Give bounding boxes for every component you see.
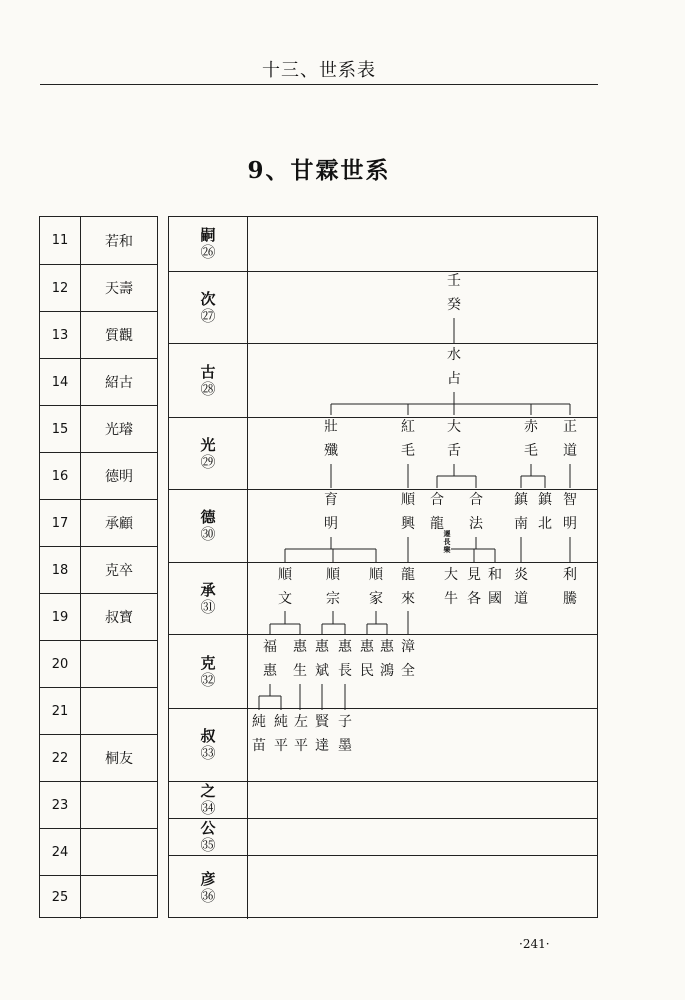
generation-name: 克卒 bbox=[80, 547, 157, 593]
person-name-char: 順 bbox=[326, 567, 340, 583]
person-name-char: 法 bbox=[469, 516, 483, 532]
generation-character: 叔 bbox=[200, 727, 216, 745]
generation-circled-number: ㉝ bbox=[200, 744, 216, 762]
generation-name: 若和 bbox=[80, 217, 157, 264]
generation-character: 嗣 bbox=[200, 226, 216, 244]
generation-circled-number: ㉜ bbox=[200, 670, 216, 689]
generation-number: 21 bbox=[51, 703, 69, 719]
generation-character: 光 bbox=[200, 435, 216, 454]
person-name-char: 赤 bbox=[524, 419, 538, 435]
generation-circled-number: ㉗ bbox=[200, 306, 216, 325]
person-name-char: 惠 bbox=[315, 639, 329, 655]
person-name-char: 子 bbox=[338, 714, 352, 730]
generation-name: 質觀 bbox=[80, 312, 157, 358]
person-name-char: 家 bbox=[369, 591, 383, 607]
person-name-char: 順 bbox=[278, 567, 292, 583]
person-name-char: 癸 bbox=[447, 297, 461, 313]
person-name-char: 大 bbox=[444, 567, 458, 583]
person-name-char: 占 bbox=[447, 371, 461, 387]
person-name-char: 壯 bbox=[324, 419, 338, 435]
generation-name: 叔寶 bbox=[80, 594, 157, 640]
person-name-char: 墨 bbox=[338, 738, 352, 754]
person-name-char: 炎 bbox=[514, 567, 528, 583]
person-name-char: 道 bbox=[514, 591, 528, 607]
running-header: 十三、世系表 bbox=[262, 60, 376, 81]
generation-character: 彦 bbox=[200, 869, 216, 888]
generation-character: 公 bbox=[200, 819, 216, 837]
person-name-char: 各 bbox=[467, 591, 481, 607]
person-name-char: 鴻 bbox=[380, 663, 394, 679]
person-name-char: 毛 bbox=[401, 443, 415, 459]
generation-circled-number: ㉙ bbox=[200, 452, 216, 471]
person-name-char: 鎮 bbox=[538, 492, 552, 508]
person-name-char: 國 bbox=[488, 591, 502, 607]
generation-character: 古 bbox=[200, 362, 216, 381]
generation-character: 次 bbox=[200, 289, 216, 308]
person-name-char: 惠 bbox=[293, 639, 307, 655]
person-name-char: 文 bbox=[278, 591, 292, 607]
person-name-char: 大 bbox=[447, 419, 461, 435]
person-name-char: 牛 bbox=[444, 591, 458, 607]
generation-number: 17 bbox=[51, 515, 69, 531]
generation-circled-number: ㉚ bbox=[200, 525, 216, 543]
person-name-char: 興 bbox=[401, 516, 415, 532]
person-name-char: 正 bbox=[563, 419, 577, 435]
person-name-char: 苗 bbox=[252, 738, 266, 754]
generation-number: 16 bbox=[51, 468, 69, 484]
person-name-char: 順 bbox=[369, 567, 383, 583]
generation-character: 德 bbox=[200, 508, 216, 526]
person-name-char: 智 bbox=[563, 492, 577, 508]
person-name-char: 和 bbox=[488, 567, 502, 583]
person-name-char: 舌 bbox=[447, 443, 461, 459]
person-name-char: 平 bbox=[294, 738, 308, 754]
person-name-char: 長 bbox=[338, 663, 352, 679]
relocation-note: 遷長樂 bbox=[443, 529, 451, 554]
person-name-char: 龍 bbox=[430, 516, 444, 532]
person-name-char: 純 bbox=[274, 714, 288, 730]
generation-name: 承顧 bbox=[80, 500, 157, 546]
generation-number: 11 bbox=[51, 233, 69, 248]
generation-circled-number: ㉘ bbox=[200, 379, 216, 398]
person-name-char: 毛 bbox=[524, 443, 538, 459]
generation-name: 德明 bbox=[80, 453, 157, 499]
person-name-char: 惠 bbox=[338, 639, 352, 655]
person-name-char: 南 bbox=[514, 516, 528, 532]
person-name-char: 全 bbox=[401, 663, 415, 679]
section-title: 9、甘霖世系 bbox=[247, 157, 391, 184]
person-name-char: 來 bbox=[401, 591, 415, 607]
generation-number: 14 bbox=[51, 374, 69, 390]
person-name-char: 龍 bbox=[401, 567, 415, 583]
generation-number: 22 bbox=[51, 750, 69, 766]
generation-number: 23 bbox=[51, 797, 69, 813]
generation-circled-number: ㉛ bbox=[200, 597, 216, 616]
person-name-char: 騰 bbox=[563, 591, 577, 607]
generation-number: 24 bbox=[51, 844, 69, 860]
person-name-char: 道 bbox=[563, 443, 577, 459]
generation-name: 桐友 bbox=[80, 735, 157, 781]
generation-circled-number: ㊱ bbox=[200, 886, 216, 905]
person-name-char: 賢 bbox=[315, 714, 329, 730]
person-name-char: 民 bbox=[360, 663, 374, 679]
person-name-char: 純 bbox=[252, 714, 266, 730]
generation-number: 12 bbox=[51, 280, 69, 296]
generation-number: 19 bbox=[51, 609, 69, 625]
generation-character: 承 bbox=[200, 580, 216, 599]
person-name-char: 宗 bbox=[326, 591, 340, 607]
person-name-char: 利 bbox=[563, 567, 577, 583]
person-name-char: 紅 bbox=[401, 419, 415, 435]
generation-number: 25 bbox=[51, 890, 69, 905]
person-name-char: 合 bbox=[430, 492, 444, 508]
generation-circled-number: ㉖ bbox=[200, 243, 216, 261]
person-name-char: 惠 bbox=[380, 639, 394, 655]
person-name-char: 惠 bbox=[360, 639, 374, 655]
person-name-char: 達 bbox=[315, 738, 329, 754]
person-name-char: 育 bbox=[324, 492, 338, 508]
person-name-char: 明 bbox=[563, 516, 577, 532]
person-name-char: 平 bbox=[274, 738, 288, 754]
person-name-char: 水 bbox=[447, 347, 461, 363]
generation-number: 13 bbox=[51, 327, 69, 343]
person-name-char: 左 bbox=[294, 714, 308, 730]
generation-number: 18 bbox=[51, 562, 69, 578]
person-name-char: 合 bbox=[469, 492, 483, 508]
generation-name: 紹古 bbox=[80, 359, 157, 405]
person-name-char: 殲 bbox=[324, 443, 338, 459]
person-name-char: 惠 bbox=[263, 663, 277, 679]
generation-circled-number: ㉞ bbox=[200, 799, 216, 817]
person-name-char: 福 bbox=[263, 639, 277, 655]
person-name-char: 北 bbox=[538, 516, 552, 532]
person-name-char: 明 bbox=[324, 516, 338, 532]
person-name-char: 見 bbox=[467, 567, 481, 583]
person-name-char: 斌 bbox=[315, 663, 329, 679]
generation-circled-number: ㉟ bbox=[200, 836, 216, 854]
generation-character: 之 bbox=[200, 782, 216, 800]
person-name-char: 鎮 bbox=[514, 492, 528, 508]
generation-character: 克 bbox=[200, 653, 216, 672]
person-name-char: 壬 bbox=[447, 273, 461, 289]
page-number: ·241· bbox=[519, 937, 550, 951]
person-name-char: 順 bbox=[401, 492, 415, 508]
generation-name: 光璿 bbox=[80, 406, 157, 452]
person-name-char: 漳 bbox=[401, 639, 415, 655]
generation-name: 天壽 bbox=[80, 265, 157, 311]
person-name-char: 生 bbox=[293, 663, 307, 679]
generation-number: 15 bbox=[51, 421, 69, 437]
generation-number: 20 bbox=[51, 656, 69, 672]
